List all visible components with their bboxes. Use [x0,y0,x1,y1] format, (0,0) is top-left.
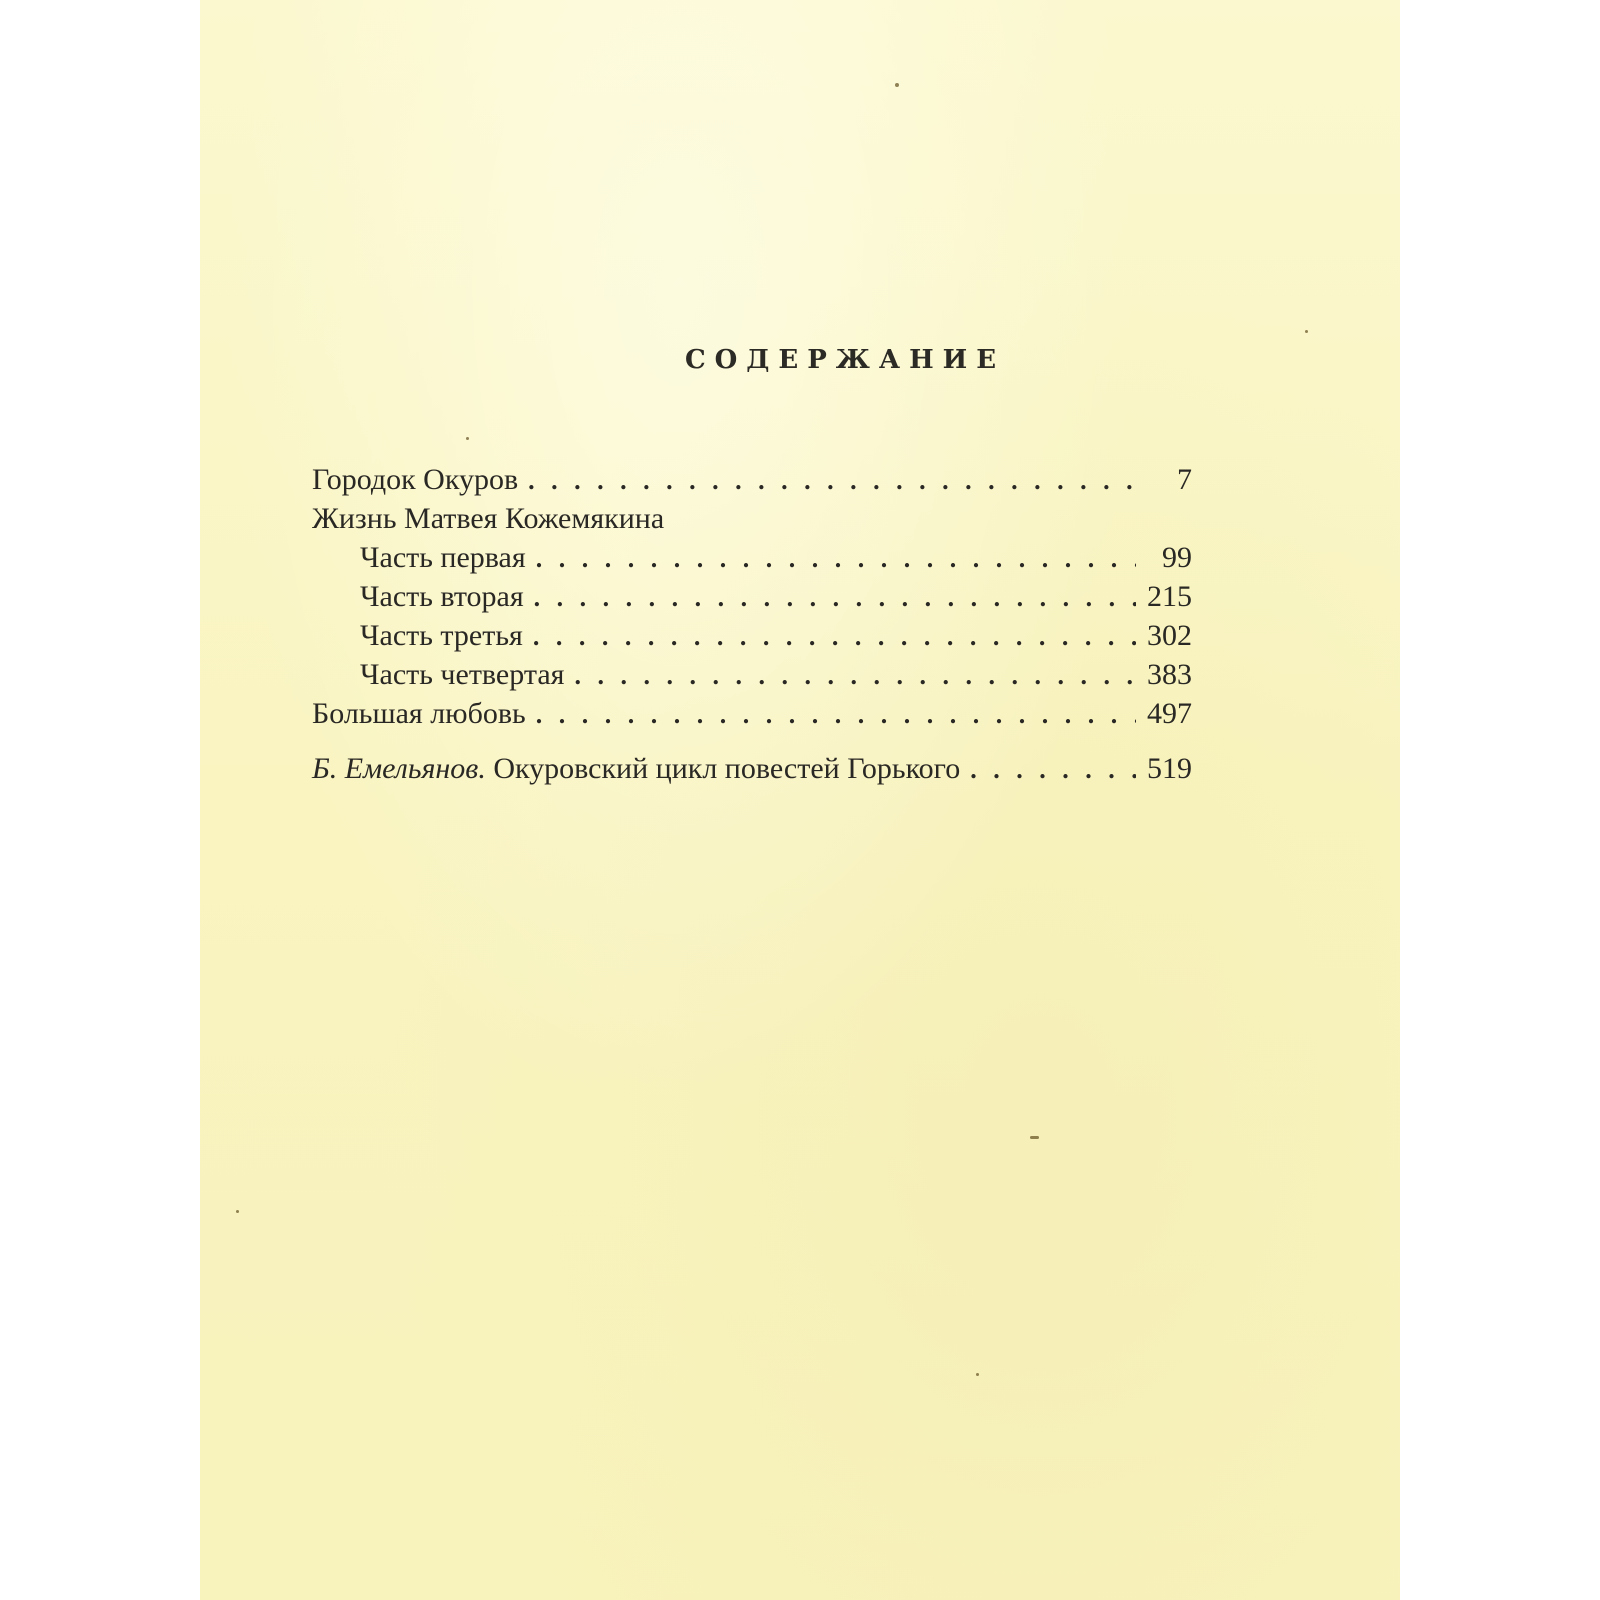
toc-entry[interactable] [312,749,1192,788]
toc-entry-author: Б. Емельянов. [312,752,486,785]
toc-page-number: 383 [1147,658,1192,691]
paper-speck [236,1210,239,1213]
leader-dots [528,461,1136,500]
toc-page-number: 497 [1147,697,1192,730]
leader-dots [534,578,1136,617]
paper-speck [976,1373,979,1376]
toc-section-heading [312,499,1192,538]
toc-entry[interactable] [312,577,1192,616]
toc-page-number: 302 [1147,619,1192,652]
toc-entry-title: Часть четвертая [360,658,565,691]
book-page [200,0,1400,1600]
paper-speck [895,83,899,87]
toc-entry-title: Городок Окуров [312,463,519,496]
toc-entry-title [312,749,960,788]
toc-page-number: 99 [1162,541,1192,574]
paper-speck [1030,1136,1039,1139]
leader-dots [970,750,1136,789]
table-of-contents [312,460,1192,788]
toc-entry[interactable] [312,694,1192,733]
toc-entry-title-text: Окуровский цикл повестей Горького [493,752,961,785]
toc-page-number: 519 [1147,752,1192,785]
toc-entry[interactable] [312,460,1192,499]
toc-entry-title: Жизнь Матвея Кожемякина [312,502,665,535]
toc-page-number: 215 [1147,580,1192,613]
toc-entry-title: Большая любовь [312,697,526,730]
toc-entry-title: Часть вторая [360,580,524,613]
toc-entry-title: Часть третья [360,619,523,652]
toc-entry[interactable] [312,538,1192,577]
toc-entry[interactable] [312,616,1192,655]
leader-dots [533,617,1136,656]
toc-entry-title: Часть первая [360,541,526,574]
leader-dots [536,539,1136,578]
paper-speck [466,437,469,440]
toc-page-number: 7 [1177,463,1192,496]
contents-title: СОДЕРЖАНИЕ [684,345,1006,375]
leader-dots [574,656,1136,695]
leader-dots [536,695,1136,734]
paper-speck [1305,330,1308,333]
toc-entry[interactable] [312,655,1192,694]
